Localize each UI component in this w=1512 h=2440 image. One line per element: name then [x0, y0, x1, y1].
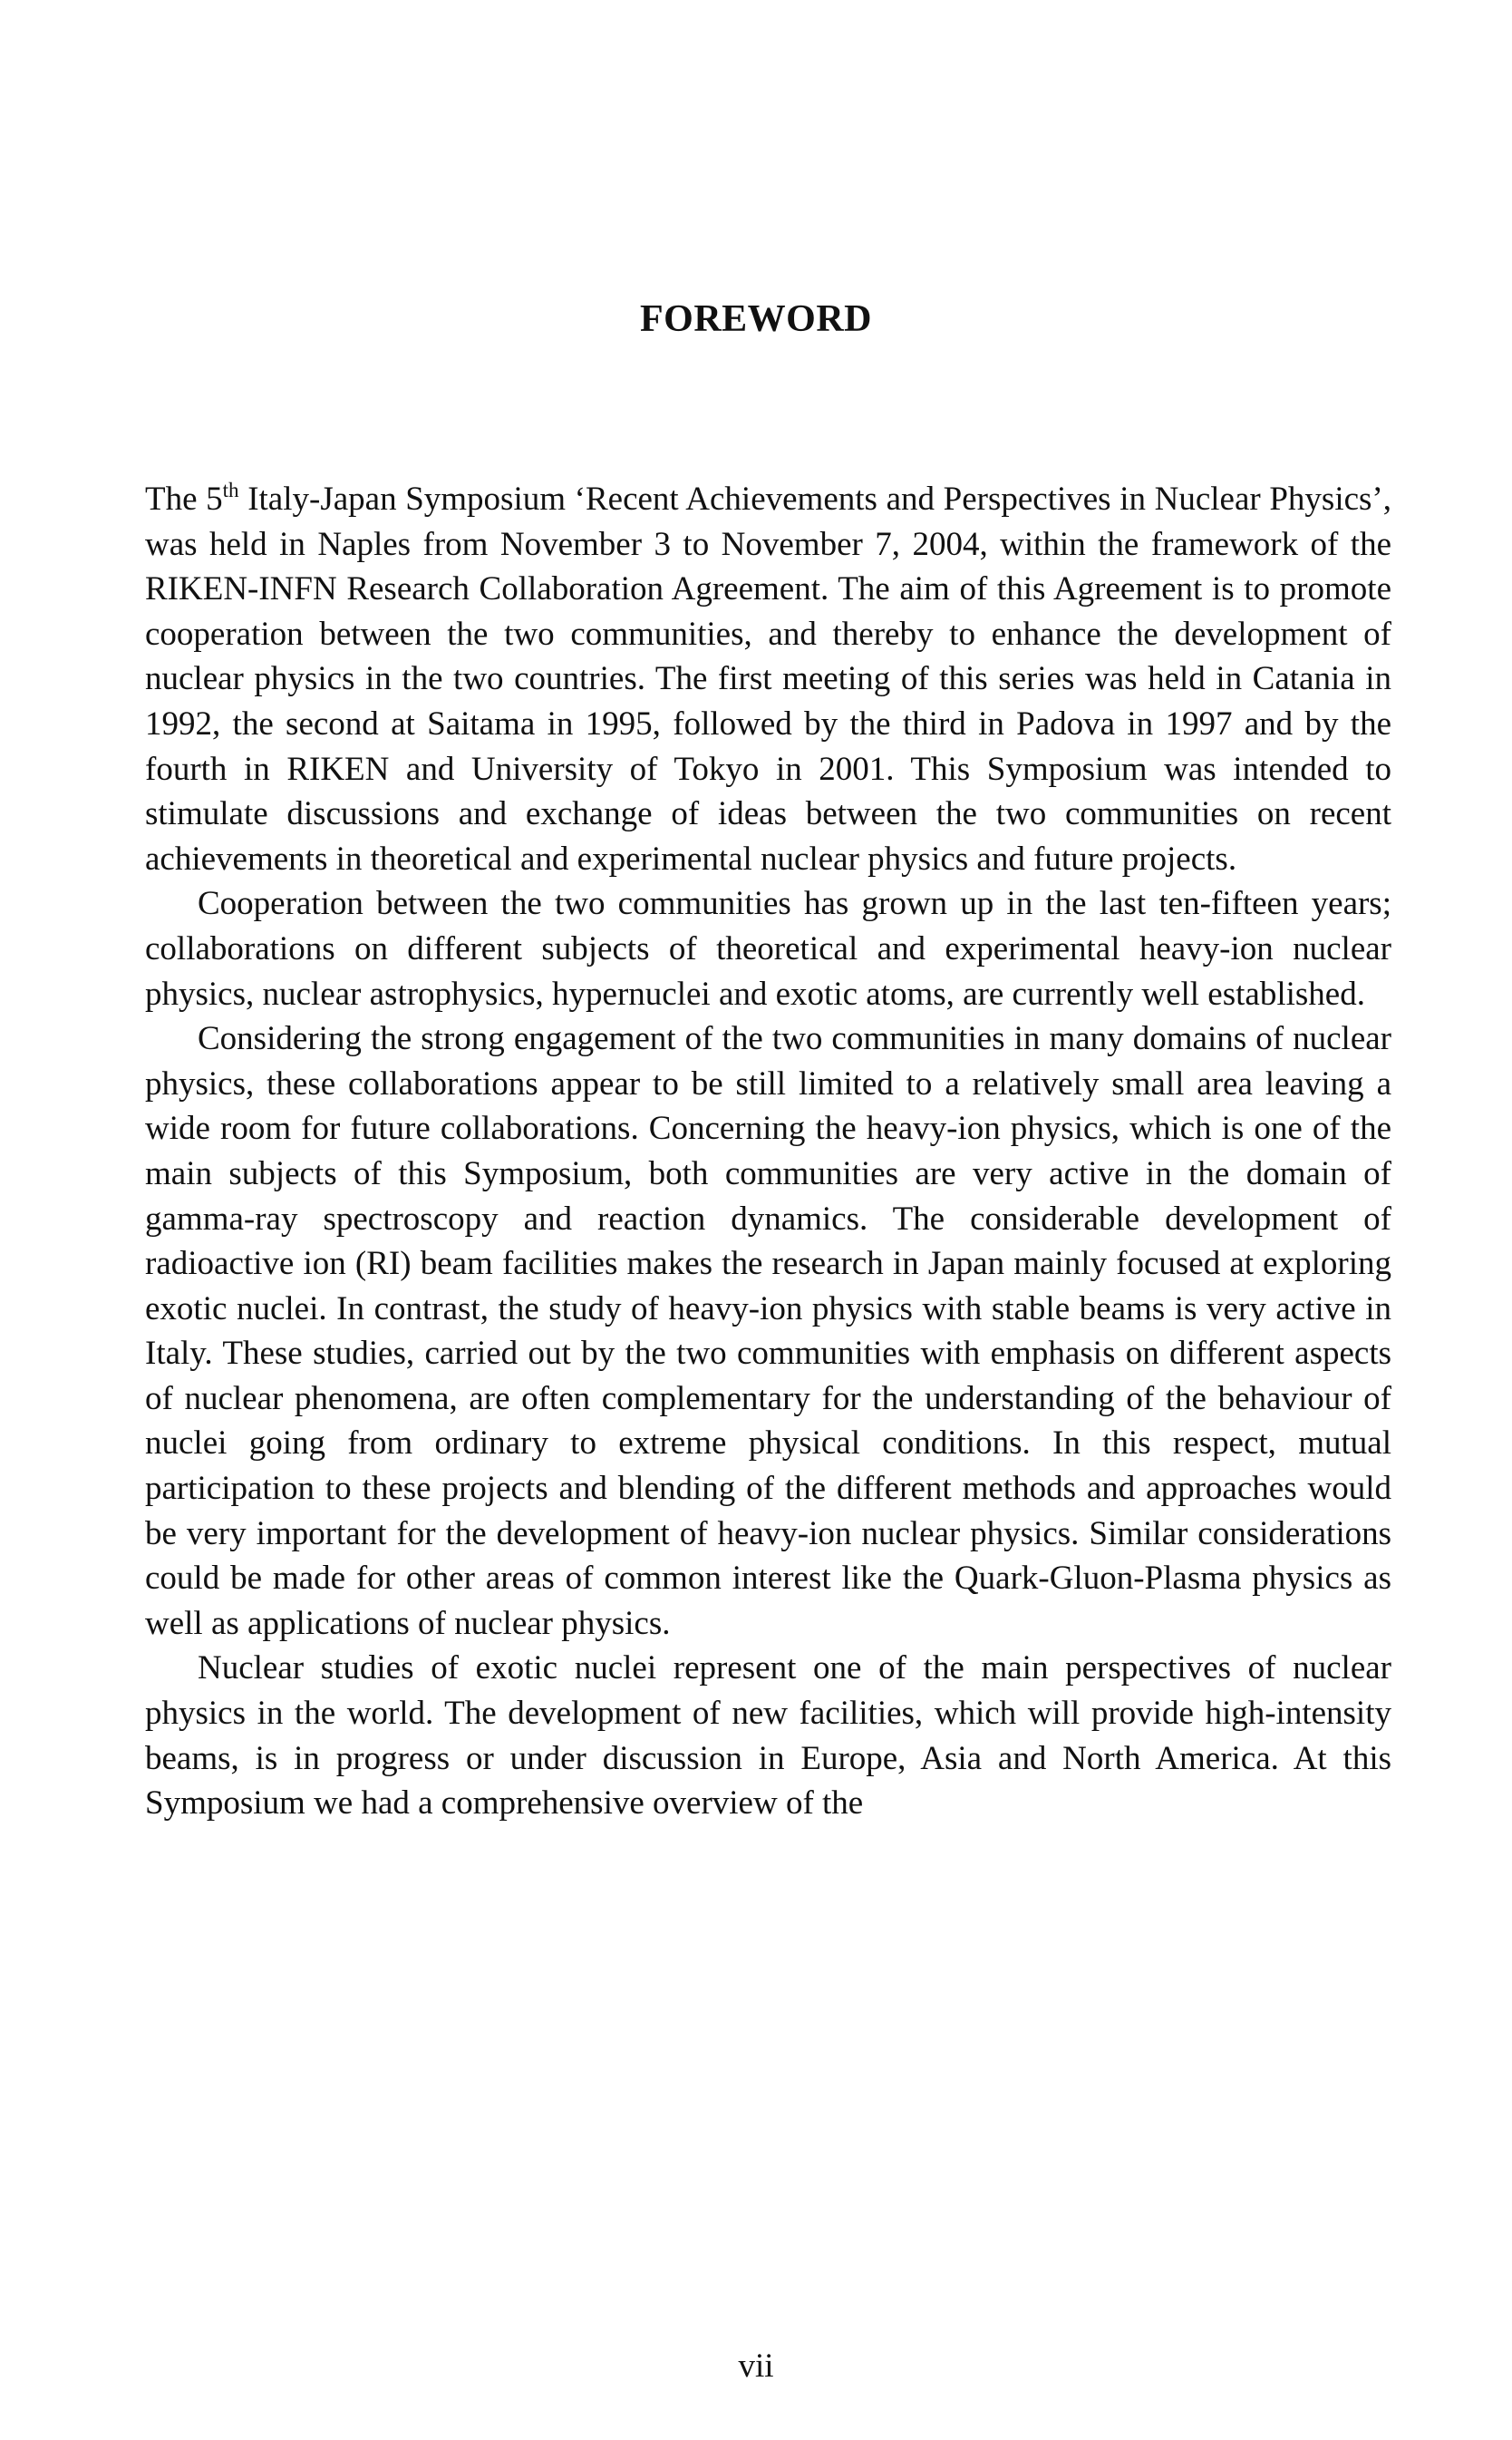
page-number: vii	[738, 2348, 774, 2385]
intro-text-start: The 5	[145, 481, 223, 518]
foreword-body	[145, 477, 1391, 1826]
ordinal-suffix: th	[222, 479, 239, 501]
page-title: FOREWORD	[640, 298, 872, 340]
paragraph-cooperation: Cooperation between the two communities has grown up in the last ten-fifteen years; collaborations on different subjects of theoretical and experimental heavy-ion nuclear physics, nuclear astrophysics, hypernuclei and exotic atoms, are currently well established.	[145, 885, 1391, 1013]
paragraph-exotic-nuclei: Nuclear studies of exotic nuclei represent one of the main perspectives of nuclear physics in the world. The development of new facilities, which will provide high-intensity beams, is in progress or under discussion in Europe, Asia and North America. At this Symposium we had a comprehensive overview of the	[145, 1649, 1391, 1823]
intro-text-rest: Italy-Japan Symposium ‘Recent Achievements and Perspectives in Nuclear Physics’, was held in Naples from November 3 to November 7, 2004, within the framework of the RIKEN-INFN Research Collaboration Agreement. The aim of this Agreement is to promote cooperation between the two communities, and thereby to enhance the development of nuclear physics in the two countries. The first meeting of this series was held in Catania in 1992, the second at Saitama in 1995, followed by the third in Padova in 1997 and by the fourth in RIKEN and University of Tokyo in 2001. This Symposium was intended to stimulate discussions and exchange of ideas between the two communities on recent achievements in theoretical and experimental nuclear physics and future projects.	[145, 481, 1391, 878]
paragraph-considering: Considering the strong engagement of the two communities in many domains of nuclear physics, these collaborations appear to be still limited to a relatively small area leaving a wide room for future collaborations. Concerning the heavy-ion physics, which is one of the main subjects of this Symposium, both communities are very active in the domain of gamma-ray spectroscopy and reaction dynamics. The considerable development of radioactive ion (RI) beam facilities makes the research in Japan mainly focused at exploring exotic nuclei. In contrast, the study of heavy-ion physics with stable beams is very active in Italy. These studies, carried out by the two communities with emphasis on different aspects of nuclear phenomena, are often complementary for the understanding of the behaviour of nuclei going from ordinary to extreme physical conditions. In this respect, mutual participation to these projects and blending of the different methods and approaches would be very important for the development of heavy-ion nuclear physics. Similar considerations could be made for other areas of common interest like the Quark-Gluon-Plasma physics as well as applications of nuclear physics.	[145, 1020, 1391, 1642]
paragraph-intro	[145, 477, 1391, 881]
